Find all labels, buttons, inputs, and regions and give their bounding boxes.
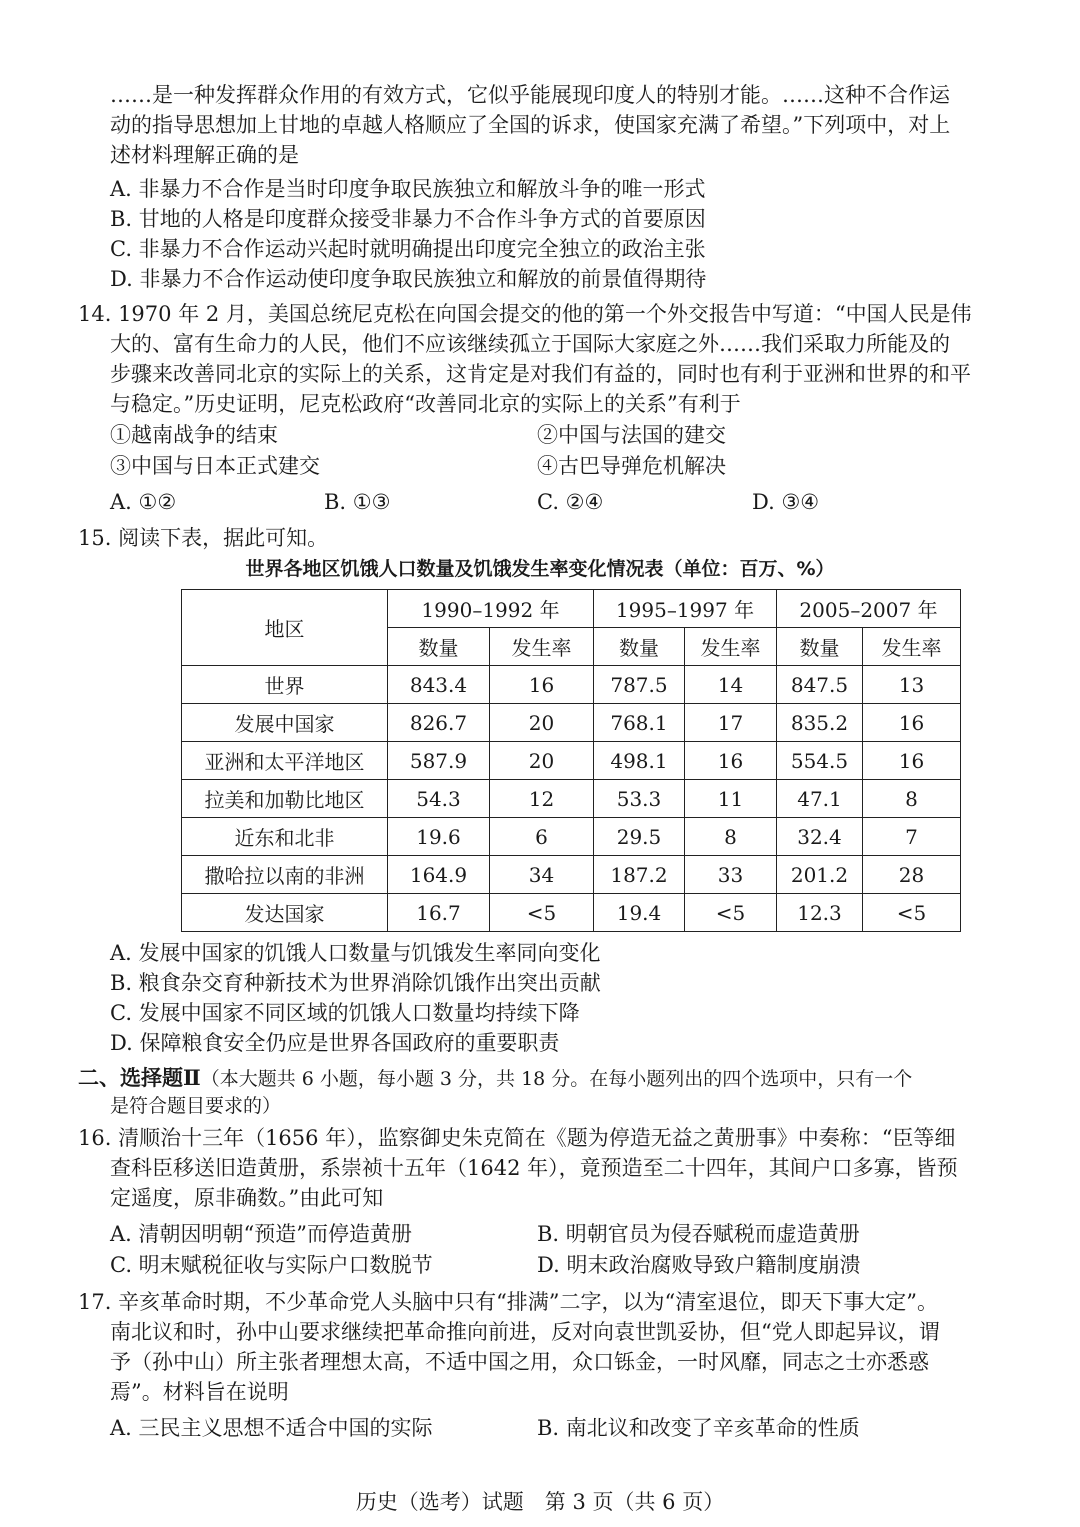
q17-stem-line: 南北议和时，孙中山要求继续把革命推向前进，反对向袁世凯妥协，但“党人即起异议，谓 [110, 1320, 940, 1344]
q14-item-3: ③中国与日本正式建交 [110, 454, 320, 478]
subheader-cell: 发生率 [863, 628, 961, 666]
q16-stem: 16. 清顺治十三年（1656 年），监察御史朱克简在《题为停造无益之黄册事》中奏称：“臣等细 [78, 1126, 956, 1150]
q16-option-c: C. 明末赋税征收与实际户口数脱节 [110, 1253, 433, 1277]
section-2-note: （本大题共 6 小题，每小题 3 分，共 18 分。在每小题列出的四个选项中，只有一个 [200, 1068, 913, 1090]
q15-option-b: B. 粮食杂交育种新技术为世界消除饥饿作出突出贡献 [110, 971, 601, 995]
table-cell: 12.3 [777, 894, 863, 932]
table-cell: 587.9 [388, 742, 490, 780]
q14-option-c: C. ②④ [537, 490, 604, 514]
q14-option-a: A. ①② [110, 490, 177, 514]
table-cell: 12 [490, 780, 594, 818]
q14-stem-line: 与稳定。”历史证明，尼克松政府“改善同北京的实际上的关系”有利于 [110, 392, 741, 416]
q14-stem-line: 步骤来改善同北京的实际上的关系，这肯定是对我们有益的，同时也有利于亚洲和世界的和平 [110, 362, 971, 386]
header-period: 1990–1992 年 [388, 590, 594, 628]
table-cell: 20 [490, 742, 594, 780]
table-row [182, 894, 961, 932]
table-cell: <5 [863, 894, 961, 932]
table-header-row [182, 590, 961, 628]
table-cell: 世界 [182, 666, 388, 704]
q17-stem: 17. 辛亥革命时期，不少革命党人头脑中只有“排满”二字，以为“清室退位，即天下事大定”。 [78, 1290, 939, 1314]
q17-stem-line: 予（孙中山）所主张者理想太高，不适中国之用，众口铄金，一时风靡，同志之士亦悉惑 [110, 1350, 929, 1374]
section-2-header [78, 1063, 912, 1094]
table-cell: 近东和北非 [182, 818, 388, 856]
table-cell: 187.2 [594, 856, 685, 894]
table-cell: <5 [685, 894, 777, 932]
table-cell: 53.3 [594, 780, 685, 818]
subheader-cell: 数量 [594, 628, 685, 666]
q16-option-a: A. 清朝因明朝“预造”而停造黄册 [110, 1222, 412, 1246]
subheader-cell: 发生率 [490, 628, 594, 666]
table-row [182, 856, 961, 894]
table-cell: <5 [490, 894, 594, 932]
q13-option-a: A. 非暴力不合作是当时印度争取民族独立和解放斗争的唯一形式 [110, 177, 706, 201]
table-row [182, 666, 961, 704]
table-cell: 20 [490, 704, 594, 742]
table-row [182, 704, 961, 742]
table-cell: 16 [490, 666, 594, 704]
table-cell: 843.4 [388, 666, 490, 704]
q13-option-d: D. 非暴力不合作运动使印度争取民族独立和解放的前景值得期待 [110, 267, 707, 291]
table-cell: 554.5 [777, 742, 863, 780]
table-cell: 847.5 [777, 666, 863, 704]
table-cell: 787.5 [594, 666, 685, 704]
section-2-title: 二、选择题Ⅱ [78, 1065, 201, 1090]
table-cell: 16 [863, 742, 961, 780]
q14-item-1: ①越南战争的结束 [110, 423, 278, 447]
q14-option-d: D. ③④ [752, 490, 820, 514]
table-cell: 拉美和加勒比地区 [182, 780, 388, 818]
table-cell: 17 [685, 704, 777, 742]
table-cell: 201.2 [777, 856, 863, 894]
q15-stem: 15. 阅读下表，据此可知。 [78, 526, 329, 550]
table-cell: 164.9 [388, 856, 490, 894]
table-cell: 8 [685, 818, 777, 856]
q14-option-b: B. ①③ [324, 490, 391, 514]
table-cell: 发展中国家 [182, 704, 388, 742]
q14-item-4: ④古巴导弹危机解决 [537, 454, 726, 478]
table-cell: 47.1 [777, 780, 863, 818]
table-row [182, 818, 961, 856]
table-cell: 19.6 [388, 818, 490, 856]
q14-item-2: ②中国与法国的建交 [537, 423, 726, 447]
q17-stem-line: 焉”。材料旨在说明 [110, 1380, 289, 1404]
table-cell: 14 [685, 666, 777, 704]
table-title: 世界各地区饥饿人口数量及饥饿发生率变化情况表（单位：百万、%） [245, 558, 835, 580]
q15-option-a: A. 发展中国家的饥饿人口数量与饥饿发生率同向变化 [110, 941, 601, 965]
header-period: 1995–1997 年 [594, 590, 777, 628]
table-cell: 撒哈拉以南的非洲 [182, 856, 388, 894]
subheader-cell: 数量 [777, 628, 863, 666]
table-cell: 16 [863, 704, 961, 742]
table-cell: 11 [685, 780, 777, 818]
q15-option-c: C. 发展中国家不同区域的饥饿人口数量均持续下降 [110, 1001, 580, 1025]
table-cell: 8 [863, 780, 961, 818]
table-cell: 16 [685, 742, 777, 780]
table-cell: 19.4 [594, 894, 685, 932]
header-period: 2005–2007 年 [777, 590, 961, 628]
table-cell: 826.7 [388, 704, 490, 742]
table-cell: 发达国家 [182, 894, 388, 932]
q16-stem-line: 查科臣移送旧造黄册，系崇祯十五年（1642 年），竟预造至二十四年，其间户口多寡，皆预 [110, 1156, 958, 1180]
table-cell: 33 [685, 856, 777, 894]
table-cell: 768.1 [594, 704, 685, 742]
table-cell: 亚洲和太平洋地区 [182, 742, 388, 780]
table-cell: 28 [863, 856, 961, 894]
table-cell: 13 [863, 666, 961, 704]
q17-option-b: B. 南北议和改变了辛亥革命的性质 [537, 1416, 860, 1440]
table-row [182, 780, 961, 818]
header-region: 地区 [182, 590, 388, 666]
table-cell: 835.2 [777, 704, 863, 742]
subheader-cell: 数量 [388, 628, 490, 666]
q14-stem: 14. 1970 年 2 月，美国总统尼克松在向国会提交的他的第一个外交报告中写道：“中国人民是伟 [78, 302, 972, 326]
q13-option-b: B. 甘地的人格是印度群众接受非暴力不合作斗争方式的首要原因 [110, 207, 706, 231]
table-cell: 29.5 [594, 818, 685, 856]
q14-stem-line: 大的、富有生命力的人民，他们不应该继续孤立于国际大家庭之外……我们采取力所能及的 [110, 332, 950, 356]
intro-line: ……是一种发挥群众作用的有效方式，它似乎能展现印度人的特别才能。……这种不合作运 [110, 83, 950, 107]
section-2-note-line2: 是符合题目要求的） [110, 1095, 282, 1117]
q16-stem-line: 定遥度，原非确数。”由此可知 [110, 1186, 384, 1210]
q17-option-a: A. 三民主义思想不适合中国的实际 [110, 1416, 433, 1440]
intro-line: 动的指导思想加上甘地的卓越人格顺应了全国的诉求，使国家充满了希望。”下列项中，对上 [110, 113, 951, 137]
table-cell: 16.7 [388, 894, 490, 932]
q16-option-b: B. 明朝官员为侵吞赋税而虚造黄册 [537, 1222, 860, 1246]
table-cell: 34 [490, 856, 594, 894]
page-footer: 历史（选考）试题 第 3 页（共 6 页） [355, 1490, 725, 1514]
subheader-cell: 发生率 [685, 628, 777, 666]
intro-line: 述材料理解正确的是 [110, 143, 299, 167]
table-cell: 6 [490, 818, 594, 856]
table-cell: 7 [863, 818, 961, 856]
table-row [182, 742, 961, 780]
q15-option-d: D. 保障粮食安全仍应是世界各国政府的重要职责 [110, 1031, 560, 1055]
table-cell: 54.3 [388, 780, 490, 818]
q13-option-c: C. 非暴力不合作运动兴起时就明确提出印度完全独立的政治主张 [110, 237, 706, 261]
hunger-table [181, 589, 961, 932]
table-cell: 32.4 [777, 818, 863, 856]
q16-option-d: D. 明末政治腐败导致户籍制度崩溃 [537, 1253, 861, 1277]
table-cell: 498.1 [594, 742, 685, 780]
